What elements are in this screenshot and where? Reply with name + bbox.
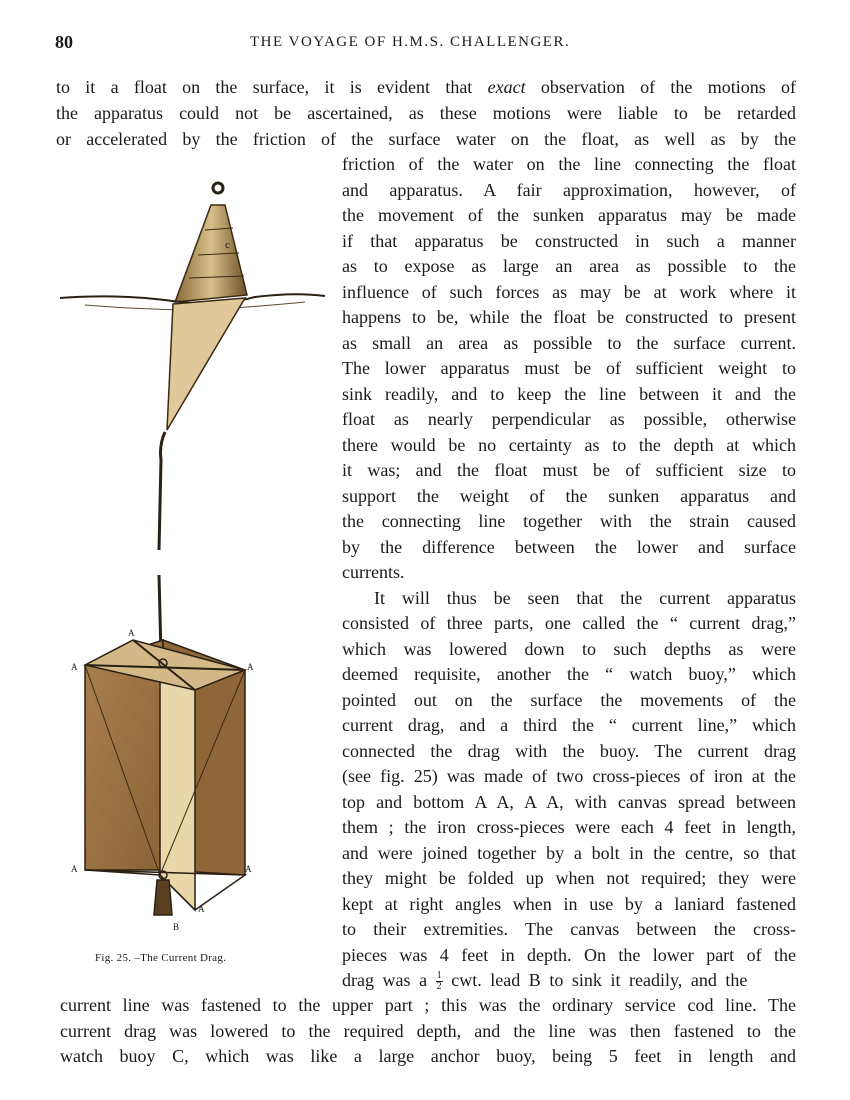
text-line-content: there would be no certainty as to the depth at which [342,435,796,455]
lead-weight [154,880,172,915]
running-header [55,30,800,60]
text-line-32 [342,866,796,891]
text-line-4 [342,152,796,177]
text-line-2 [56,101,796,126]
text-line-10 [342,305,796,330]
text-line-content: pointed out on the surface the movements of the [342,690,796,710]
running-title: THE VOYAGE OF H.M.S. CHALLENGER. [250,34,571,50]
text-line-content: they might be folded up when not required; they were [342,868,796,888]
text-line-content: or accelerated by the friction of the surface water on the float, as well as by the [56,129,796,149]
text-line-content: current drag, and a third the “ current line,” which [342,715,796,735]
text-line-34 [342,917,796,942]
text-line-content: top and bottom A A, A A, with canvas spread between [342,792,796,812]
text-line-28 [342,764,796,789]
text-line-content: The lower apparatus must be of sufficient weight to [342,358,796,378]
text-line-17 [342,484,796,509]
text-line-content: It will thus be seen that the current apparatus [374,588,796,608]
text-line-content: as to expose as large an area as possible to the [342,256,796,276]
text-line-13 [342,382,796,407]
text-line-content: happens to be, while the float be constructed to present [342,307,796,327]
text-line-content: if that apparatus be constructed in such a manner [342,231,796,251]
text-line-content: current line was fastened to the upper part ; this was the ordinary service cod line. The [60,995,796,1015]
text-line-27 [342,739,796,764]
text-line-11 [342,331,796,356]
text-line-content: current drag was lowered to the required depth, and the line was then fastened to the [60,1021,796,1041]
text-line-content: kept at right angles when in use by a laniard fastened [342,894,796,914]
text-line-36 [342,968,796,993]
text-line-content: watch buoy C, which was like a large anchor buoy, being 5 feet in length and [60,1046,796,1066]
text-line-6 [342,203,796,228]
buoy-ring [213,183,223,193]
text-line-30 [342,815,796,840]
text-line-23 [342,637,796,662]
text-line-14 [342,407,796,432]
text-line-content: currents. [342,562,405,582]
text-line-content: it was; and the float must be of sufficient size to [342,460,796,480]
text-fragment: observation of the motions of [525,77,796,97]
text-line-38 [60,1019,796,1044]
text-line-content: and were joined together by a bolt in the centre, so that [342,843,796,863]
text-line-content: float as nearly perpendicular as possible, otherwise [342,409,796,429]
watch-buoy-bottom [167,298,245,430]
text-line-33 [342,892,796,917]
figure-caption: Fig. 25. –The Current Drag. [95,952,227,964]
text-line-content: to their extremities. The canvas between the cross- [342,919,796,939]
current-drag-figure [55,170,335,940]
label-a-bottom: A [198,904,205,914]
text-line-content: them ; the iron cross-pieces were each 4 feet in length, [342,817,796,837]
text-line-content: deemed requisite, another the “ watch buoy,” which [342,664,796,684]
text-line-21 [342,586,796,611]
text-line-content: friction of the water on the line connecting the float [342,154,796,174]
text-line-25 [342,688,796,713]
text-line-31 [342,841,796,866]
label-c: c [225,239,230,251]
label-a-right-top: A [247,662,254,672]
text-line-content: by the difference between the lower and surface [342,537,796,557]
text-line-content: influence of such forces as may be at work where it [342,282,796,302]
label-b: B [173,922,180,932]
text-line-39 [60,1044,796,1069]
text-line-content: and apparatus. A fair approximation, however, of [342,180,796,200]
text-line-8 [342,254,796,279]
text-line-35 [342,943,796,968]
text-line-9 [342,280,796,305]
text-fragment: drag was a [342,970,428,990]
text-line-content: as small an area as possible to the surface current. [342,333,796,353]
text-fragment: to it a float on the surface, it is evident that [56,77,488,97]
text-line-content: the movement of the sunken apparatus may be made [342,205,796,225]
text-line-15 [342,433,796,458]
text-line-36-content [342,968,747,993]
text-line-5 [342,178,796,203]
text-line-content: support the weight of the sunken apparatus and [342,486,796,506]
italic-word: exact [487,77,526,97]
label-a-right-bottom: A [245,864,252,874]
text-line-20 [342,560,796,585]
text-line-18 [342,509,796,534]
text-line-content: sink readily, and to keep the line between it and the [342,384,796,404]
text-line-7 [342,229,796,254]
text-line-12 [342,356,796,381]
text-line-content: which was lowered down to such depths as were [342,639,796,659]
text-line-16 [342,458,796,483]
text-line-content: consisted of three parts, one called the “ current drag,” [342,613,796,633]
text-line-content: (see fig. 25) was made of two cross-pieces of iron at the [342,766,796,786]
page-number: 80 [55,32,73,52]
text-line-29 [342,790,796,815]
text-line-content: the connecting line together with the strain caused [342,511,796,531]
text-line-content: connected the drag with the buoy. The current drag [342,741,796,761]
text-fragment: cwt. lead B to sink it readily, and the [451,970,748,990]
text-line-content: pieces was 4 feet in depth. On the lower part of the [342,945,796,965]
text-line-24 [342,662,796,687]
fraction-denominator: 2 [436,981,442,993]
label-a-left-top: A [71,662,78,672]
current-line-upper [159,432,165,550]
text-line-3 [56,127,796,152]
label-a-left-bottom: A [71,864,78,874]
text-line-1-content [56,75,796,100]
text-line-37 [60,993,796,1018]
text-line-content: the apparatus could not be ascertained, as these motions were liable to be retarded [56,103,796,123]
text-line-26 [342,713,796,738]
fraction-numerator: 1 [436,970,442,982]
text-line-22 [342,611,796,636]
fraction-half [436,971,443,992]
text-line-1 [56,75,796,100]
label-a-top: A [128,628,135,638]
text-line-19 [342,535,796,560]
